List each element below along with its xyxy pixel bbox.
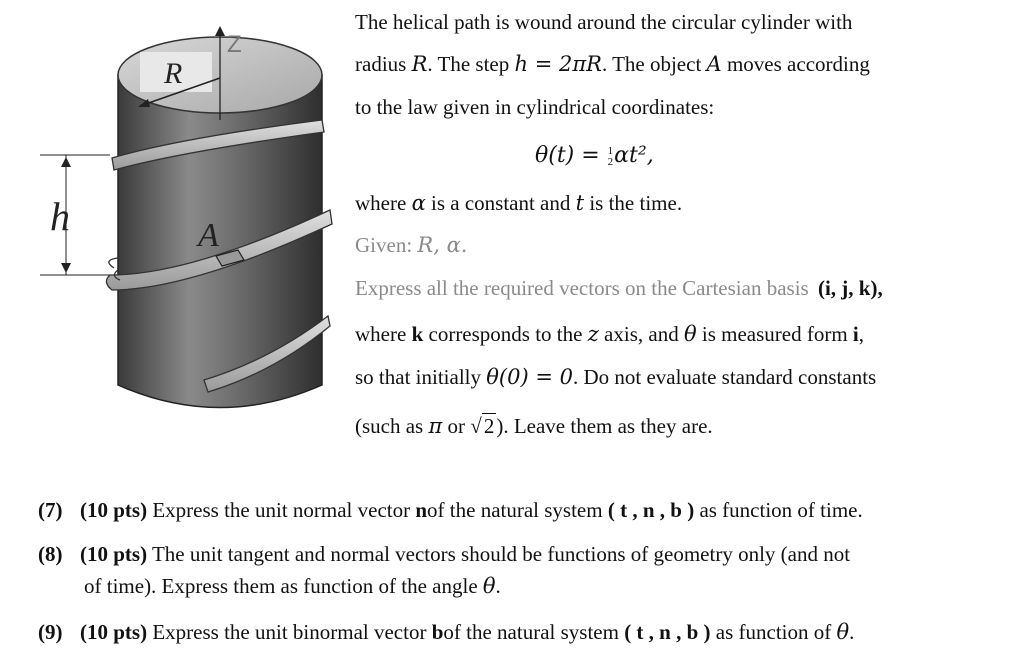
k-measured-text: is measured form [701, 322, 848, 346]
intro-var-A: A [706, 52, 722, 76]
problem-9-number: (9) [38, 620, 63, 644]
const-such-as: (such as [355, 414, 424, 438]
formula-numerator: 1 [607, 144, 614, 157]
problem-8-line-1 [38, 538, 850, 570]
intro-line-2 [355, 54, 870, 75]
intro-text-3: to the law given in cylindrical coordinates: [355, 95, 715, 119]
problem-9-vector: b [431, 620, 444, 644]
problem-7-points: (10 pts) [80, 498, 148, 522]
problem-9 [38, 616, 854, 648]
const-leave-text: ). Leave them as they are. [496, 414, 713, 438]
where-word: where [355, 191, 407, 215]
radius-label: R [164, 57, 183, 90]
const-or: or [447, 414, 466, 438]
formula-denominator: 2 [607, 155, 614, 168]
problem-9-text-b: of the natural system [443, 620, 619, 644]
formula-fraction [608, 146, 614, 168]
k-theta: θ [683, 322, 697, 346]
problem-8 [38, 538, 850, 602]
problem-9-period: . [849, 620, 855, 644]
const-sqrt-symbol: √ [470, 414, 482, 438]
const-pi: π [428, 414, 443, 438]
h-dim-arrow-bottom [61, 263, 71, 273]
problem-7-system: ( t , n , b ) [607, 498, 695, 522]
express-line [355, 278, 883, 299]
problem-8-number: (8) [38, 542, 63, 566]
k-line [355, 324, 864, 345]
intro-line-3 [355, 97, 714, 118]
k-i: i [852, 322, 859, 346]
given-word: Given: [355, 233, 413, 257]
helix-band-3 [109, 258, 118, 268]
problem-7 [38, 494, 863, 526]
intro-moves-word: moves according [726, 52, 870, 76]
problem-8-text-a: The unit tangent and normal vectors should be functions of geometry only (and not [151, 542, 851, 566]
k-bold: k [411, 322, 424, 346]
intro-object-word: . The object [601, 52, 702, 76]
problem-8-points: (10 pts) [80, 542, 148, 566]
helix-cylinder-figure [30, 20, 350, 440]
k-where-word: where [355, 322, 407, 346]
init-line [355, 367, 876, 388]
problem-7-vector: n [415, 498, 428, 522]
k-comma: , [858, 322, 864, 346]
problem-7-number: (7) [38, 498, 63, 522]
given-line [355, 235, 467, 256]
where-constant-text: is a constant and [431, 191, 571, 215]
law-formula [535, 144, 654, 168]
z-axis-arrowhead [215, 26, 225, 36]
problem-8-line-2 [38, 570, 850, 602]
const-sqrt-value: 2 [483, 414, 495, 438]
z-axis-label: Z [227, 31, 242, 58]
where-alpha: α [411, 191, 426, 215]
problem-8-text-b: of time). Express them as function of the angle [84, 574, 478, 598]
problem-9-text-a: Express the unit binormal vector [152, 620, 427, 644]
intro-line-1 [355, 12, 852, 33]
where-line [355, 193, 682, 214]
intro-step-word: . The step [427, 52, 510, 76]
init-text: so that initially [355, 365, 481, 389]
where-time-text: is the time. [589, 191, 683, 215]
given-vars: R, α. [417, 233, 468, 257]
problem-7-text-b: of the natural system [427, 498, 603, 522]
express-text: Express all the required vectors on the Cartesian basis [355, 276, 809, 300]
k-corresponds-text: corresponds to the [428, 322, 583, 346]
const-line [355, 416, 713, 437]
formula-rhs: αt², [614, 143, 654, 168]
k-axis-text: axis, and [604, 322, 679, 346]
where-t: t [575, 191, 585, 215]
problem-7-text-a: Express the unit normal vector [152, 498, 411, 522]
intro-text-1: The helical path is wound around the circular cylinder with [355, 10, 853, 34]
problem-9-text-c: as function of [715, 620, 832, 644]
problem-8-theta: θ [482, 574, 496, 598]
h-dim-arrow-top [61, 157, 71, 167]
problem-8-period: . [495, 574, 501, 598]
problem-7-text-c: as function of time. [699, 498, 863, 522]
intro-step-eq: h = 2πR [514, 52, 602, 76]
object-a-label: A [198, 217, 219, 254]
problem-9-system: ( t , n , b ) [624, 620, 711, 644]
problem-9-theta: θ [836, 620, 850, 644]
init-text-b: . Do not evaluate standard constants [572, 365, 877, 389]
problem-9-points: (10 pts) [80, 620, 148, 644]
intro-var-R: R [411, 52, 428, 76]
formula-lhs: θ(t) = [535, 143, 607, 168]
h-label: h [50, 194, 70, 239]
init-eq: θ(0) = 0 [486, 365, 573, 389]
intro-radius-word: radius [355, 52, 407, 76]
express-basis: (i, j, k), [817, 276, 883, 300]
k-z: z [587, 322, 599, 346]
